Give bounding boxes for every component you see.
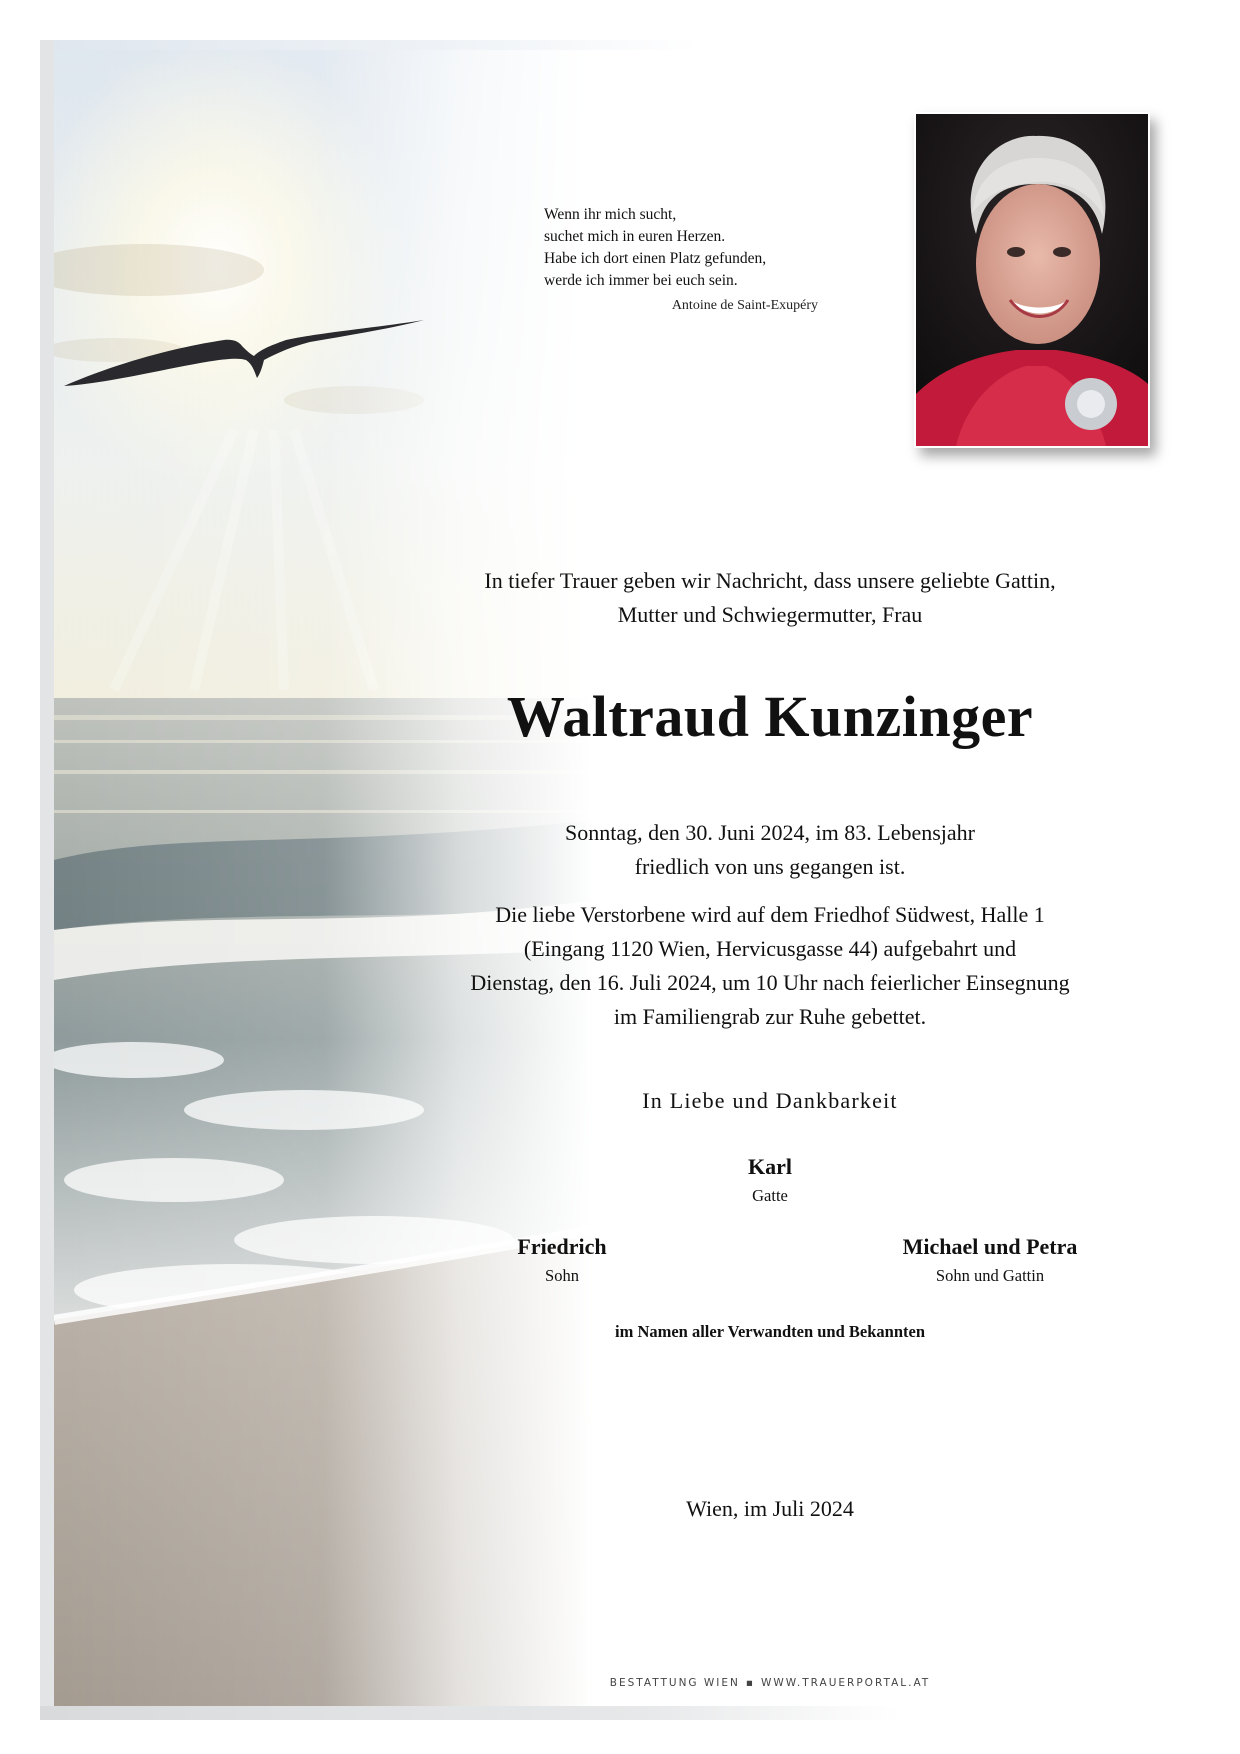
burial-line: Dienstag, den 16. Juli 2024, um 10 Uhr nach feierlicher Einsegnung [470, 970, 1070, 995]
burial-line: Die liebe Verstorbene wird auf dem Friedhof Südwest, Halle 1 [495, 902, 1045, 927]
date-line: friedlich von uns gegangen ist. [634, 854, 906, 879]
deceased-name: Waltraud Kunzinger [506, 684, 1034, 749]
mourner-son [462, 1234, 662, 1286]
quote-line: Wenn ihr mich sucht, [544, 206, 677, 223]
mourner-role: Gatte [752, 1186, 788, 1205]
burial-details [420, 898, 1120, 1034]
place-and-date: Wien, im Juli 2024 [686, 1496, 854, 1521]
death-date-statement [420, 816, 1120, 884]
relatives-note: im Namen aller Verwandten und Bekannten [614, 1322, 926, 1341]
quote-author: Antoine de Saint-Exupéry [671, 298, 818, 313]
footer-brand: BESTATTUNG WIEN [609, 1677, 740, 1689]
mourner-name: Michael und Petra [902, 1234, 1078, 1259]
burial-line: (Eingang 1120 Wien, Hervicusgasse 44) aufgebahrt und [523, 936, 1017, 961]
mourner-husband [670, 1154, 870, 1206]
footer-separator-icon: ▪ [745, 1677, 755, 1689]
quote-line: Habe ich dort einen Platz gefunden, [544, 250, 767, 267]
announcement-intro [420, 564, 1120, 632]
mourner-name: Friedrich [517, 1234, 607, 1259]
frame-top-edge [40, 40, 700, 50]
mourner-role: Sohn und Gattin [935, 1266, 1045, 1285]
intro-line: Mutter und Schwiegermutter, Frau [617, 602, 923, 627]
mourners-heading: In Liebe und Dankbarkeit [642, 1088, 898, 1113]
frame-bottom-edge [40, 1706, 900, 1720]
portrait-photo-frame [914, 112, 1150, 448]
quote-line: suchet mich in euren Herzen. [544, 228, 726, 245]
footer [520, 1677, 1020, 1689]
frame-left-edge [40, 40, 54, 1720]
mourner-son-and-wife [860, 1234, 1120, 1286]
portrait-photo [916, 114, 1148, 446]
intro-line: In tiefer Trauer geben wir Nachricht, dass unsere geliebte Gattin, [484, 568, 1056, 593]
footer-website-link[interactable]: WWW.TRAUERPORTAL.AT [760, 1677, 931, 1689]
burial-line: im Familiengrab zur Ruhe gebettet. [613, 1004, 927, 1029]
date-line: Sonntag, den 30. Juni 2024, im 83. Lebensjahr [564, 820, 975, 845]
quote-line: werde ich immer bei euch sein. [544, 272, 738, 289]
mourner-name: Karl [748, 1154, 792, 1179]
memorial-quote [544, 204, 824, 292]
mourner-role: Sohn [545, 1266, 579, 1285]
